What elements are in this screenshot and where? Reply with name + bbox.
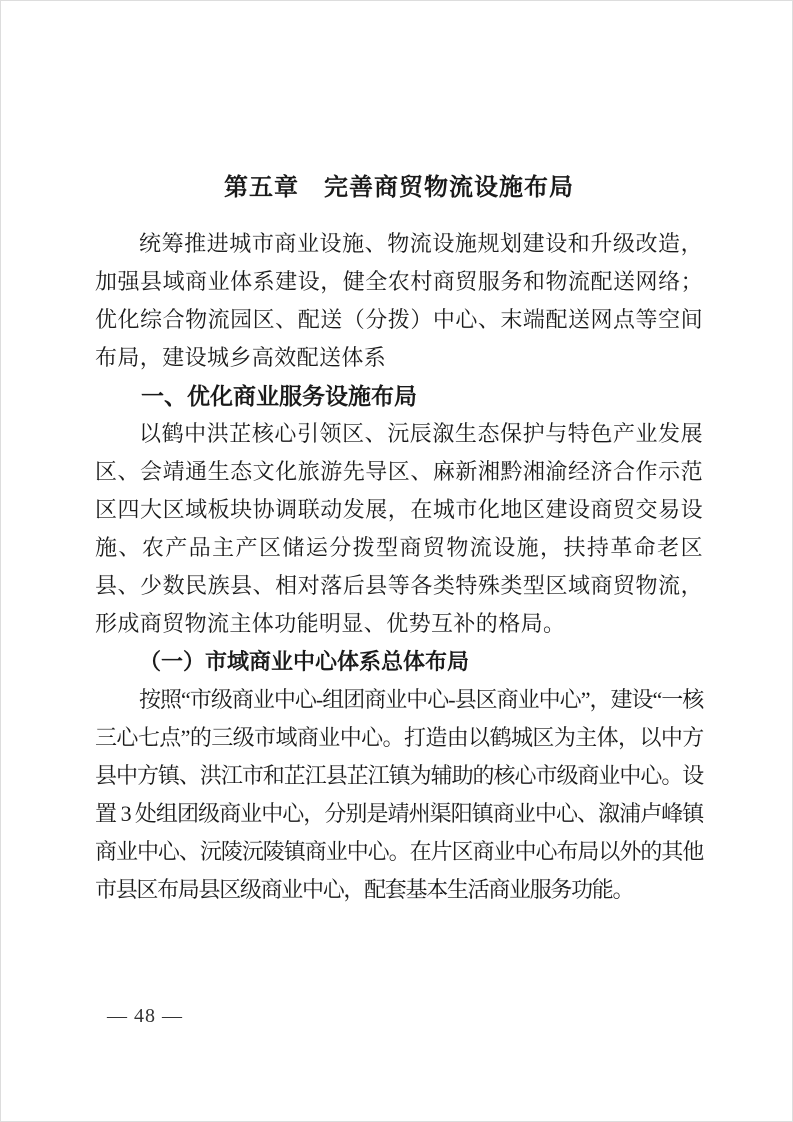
subsection-heading: （一）市域商业中心体系总体布局 [139,649,470,674]
section-paragraph: 以鹤中洪芷核心引领区、沅辰溆生态保护与特色产业发展区、会靖通生态文化旅游先导区、麻新湘黔湘渝经济合作示范区四大区域板块协调联动发展，在城市化地区建设商贸交易设施、农产品主产区储运分拨型商贸物流设施，扶持革命老区县、少数民族县、相对落后县等各类特殊类型区域商贸物流，形成商贸物流主体功能明显、优势互补的格局。 [95,421,703,636]
intro-paragraph: 统筹推进城市商业设施、物流设施规划建设和升级改造，加强县域商业体系建设，健全农村商贸服务和物流配送网络；优化综合物流园区、配送（分拨）中心、末端配送网点等空间布局，建设城乡高效配送体系 [95,231,703,370]
chapter-title: 第五章 完善商贸物流设施布局 [224,174,574,201]
section-heading: 一、优化商业服务设施布局 [141,383,417,409]
page-number: — 48 — [107,1005,183,1027]
document-content [95,172,703,909]
subsection-paragraph: 按照“市级商业中心-组团商业中心-县区商业中心”，建设“一核三心七点”的三级市域商业中心。打造由以鹤城区为主体，以中方县中方镇、洪江市和芷江县芷江镇为辅助的核心市级商业中心。设置 3 处组团级商业中心，分别是靖州渠阳镇商业中心、溆浦卢峰镇商业中心、沅陵沅陵镇商业中心。在片区商业中心布局以外的其他市县区布局县区级商业中心，配套基本生活商业服务功能。 [95,687,703,902]
